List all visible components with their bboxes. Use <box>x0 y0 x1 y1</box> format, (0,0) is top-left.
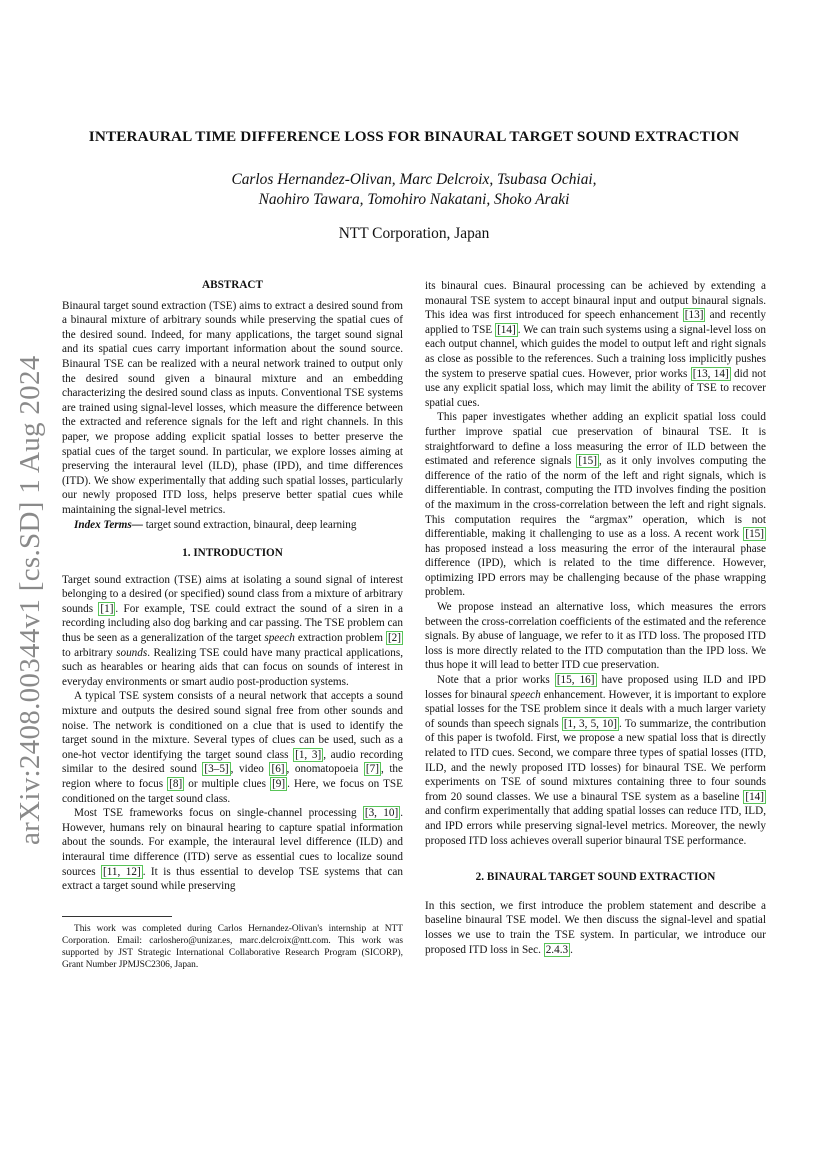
intro-paragraph-1: Target sound extraction (TSE) aims at isolating a sound signal of interest belonging to a desired (or specified) sound class from a mixture of arbitrary sounds [1] . For example, TSE could extract the sound of a siren in a recording including also dog barking and car passing. The TSE problem can thus be seen as a generalization of the target speech extraction problem [2] to arbitrary sounds. Realizing TSE could have many practical applications, such as hearables or hearing aids that can focus on sounds of interest in everyday environments or smart audio post-production systems. <box>62 573 403 688</box>
citation-link[interactable]: [1, 3] <box>295 748 322 761</box>
authors-line-1: Carlos Hernandez-Olivan, Marc Delcroix, Tsubasa Ochiai, <box>231 171 597 188</box>
section-reference-link[interactable]: 2.4.3 <box>545 943 569 956</box>
citation-link[interactable]: [15] <box>745 528 764 541</box>
left-column <box>62 278 403 972</box>
intro-paragraph-3: Most TSE frameworks focus on single-channel processing [3, 10] . However, humans rely on binaural hearing to capture spatial information about the sounds. For example, the interaural level difference (ILD) and interaural time difference (ITD) serve as essential cues to localize sound sources [11, 12] . It is thus essential to develop TSE systems that can extract a target sound while preserving <box>62 807 404 893</box>
footnote-divider <box>62 916 172 917</box>
citation-link[interactable]: [3, 10] <box>364 807 399 820</box>
citation-link[interactable]: [15] <box>578 455 597 468</box>
intro-paragraph-2: A typical TSE system consists of a neural network that accepts a sound mixture and outputs the desired sound signal free from other sounds and noise. The network is conditioned on a clue that is used to identify the target sound in the mixture. Several types of clues can be used, such as a one-hot vector identifying the target sound class [1, 3] , audio recording similar to the desired sound [3–5] , video [6] , onomatopoeia [7] , the region where to focus [8] or multiple clues [9] . Here, we focus on TSE conditioned on the target sound class. <box>62 690 403 805</box>
citation-link[interactable]: [6] <box>271 763 285 776</box>
citation-link[interactable]: [13, 14] <box>692 367 729 380</box>
citation-link[interactable]: [2] <box>387 632 401 645</box>
citation-link[interactable]: [8] <box>169 778 183 790</box>
citation-link[interactable]: [3–5] <box>204 763 229 776</box>
right-paragraph-4: Note that a prior works [15, 16] have proposed using ILD and IPD losses for binaural speech enhancement. However, it is important to explore spatial losses for the TSE problem since it deals with a much larger variety of sounds than speech signals [1, 3, 5, 10] . To summarize, the contribution of this paper is twofold. First, we propose a new spatial loss that is directly related to ITD cues. Second, we compare three types of spatial losses (ITD, ILD, and the newly proposed ITD losses) for binaural TSE. We perform experiments on TSE of sound mixtures containing three to four sounds from 20 sound classes. We use a binaural TSE system as a baseline [14] and confirm experimentally that adding spatial losses can reduce ITD, ILD, and IPD errors while preserving signal-level metrics. Moreover, the newly proposed ITD loss achieves overall superior binaural TSE performance. <box>425 674 766 847</box>
citation-link[interactable]: [9] <box>272 778 286 790</box>
right-paragraph-1: its binaural cues. Binaural processing can be achieved by extending a monaural TSE system to accept binaural input and output binaural signals. This idea was first introduced for speech enhancement [13] and recently applied to TSE [14] . We can train such systems using a signal-level loss on each output channel, which guides the model to output left and right signals as close as possible to the references. Such a training loss implicitly pushes the system to preserve spatial cues. However, prior works [13, 14] did not use any explicit spatial loss, which may limit the ability of TSE to recover spatial cues. <box>425 280 766 409</box>
citation-link[interactable]: [14] <box>497 323 516 336</box>
index-terms <box>62 518 403 533</box>
index-terms-text: target sound extraction, binaural, deep learning <box>142 518 357 531</box>
citation-link[interactable]: [7] <box>365 763 379 776</box>
citation-link[interactable]: [1, 3, 5, 10] <box>563 717 618 730</box>
authors <box>62 170 766 210</box>
index-terms-label: Index Terms— <box>74 518 143 531</box>
right-paragraph-2: This paper investigates whether adding an explicit spatial loss could further improve spatial cue preservation of binaural TSE. It is straightforward to define a loss measuring the error of ILD between the estimated and reference signals [15] , as it only involves computing the difference of the ratio of the norm of the left and right signals, which is differentiable. In contrast, computing the ITD involves finding the position of the maximum in the cross-correlation between the left and right signals. This computation requires the “argmax” operation, which is not differentiable, making it challenging to use as a loss. A recent work [15] has proposed instead a loss measuring the error of the interaural phase difference (IPD), which is related to the time difference. However, optimizing IPD errors may be challenging because of the phase wrapping problem. <box>425 411 767 599</box>
abstract-heading: ABSTRACT <box>202 279 263 291</box>
section-2-paragraph: In this section, we first introduce the problem statement and describe a baseline binaural TSE model. We then discuss the signal-level and spatial losses we use to train the TSE system. In particular, we introduce our proposed ITD loss in Sec. 2.4.3 . <box>425 899 766 956</box>
introduction-heading: 1. INTRODUCTION <box>182 547 283 560</box>
citation-link[interactable]: [13] <box>684 309 704 322</box>
citation-link[interactable]: [1] <box>100 602 114 615</box>
arxiv-identifier: arXiv:2408.00344v1 [cs.SD] 1 Aug 2024 <box>14 355 46 845</box>
abstract-text: Binaural target sound extraction (TSE) aims to extract a desired sound from a binaural mixture of arbitrary sounds while preserving the spatial cues of the desired sound. Indeed, for many applications, the target sound signal and its spatial cues carry important information about the sound source. Binaural TSE can be realized with a neural network trained to output only the desired sound given a binaural mixture and an embedding characterizing the desired sound class as inputs. Conventional TSE systems are trained using signal-level losses, which measure the difference between the extracted and reference signals for the left and right channels. In this paper, we propose adding explicit spatial losses to better preserve the spatial cues of the target sound. In particular, we explore losses aiming at preserving the interaural level (ILD), phase (IPD), and time differences (ITD). We show experimentally that adding such spatial losses, particularly our newly proposed ITD loss, helps preserve better spatial cues while maintaining the signal-level metrics. <box>62 299 403 516</box>
right-column <box>425 279 766 957</box>
footnote: This work was completed during Carlos Hernandez-Olivan's internship at NTT Corporation. Email: carloshero@unizar.es, marc.delcroix@ntt.com. This work was supported by JST Strategic International Collaborative Research Program (SICORP), Grant Number JPMJSC2306, Japan. <box>62 923 403 971</box>
authors-line-2: Naohiro Tawara, Tomohiro Nakatani, Shoko Araki <box>258 191 570 208</box>
citation-link[interactable]: [15, 16] <box>556 674 595 687</box>
right-paragraph-3: We propose instead an alternative loss, which measures the errors between the cross-correlation coefficients of the estimated and the reference signals. By abuse of language, we refer to it as ITD loss. The proposed ITD loss is more directly related to the ITD computation than the IPD loss. We thus hope it will lead to better ITD cue preservation. <box>425 601 766 672</box>
paper-title: INTERAURAL TIME DIFFERENCE LOSS FOR BINAURAL TARGET SOUND EXTRACTION <box>88 128 740 145</box>
citation-link[interactable]: [11, 12] <box>103 865 141 878</box>
affiliation: NTT Corporation, Japan <box>338 225 490 242</box>
section-2-heading: 2. BINAURAL TARGET SOUND EXTRACTION <box>475 871 716 884</box>
citation-link[interactable]: [14] <box>745 790 764 803</box>
